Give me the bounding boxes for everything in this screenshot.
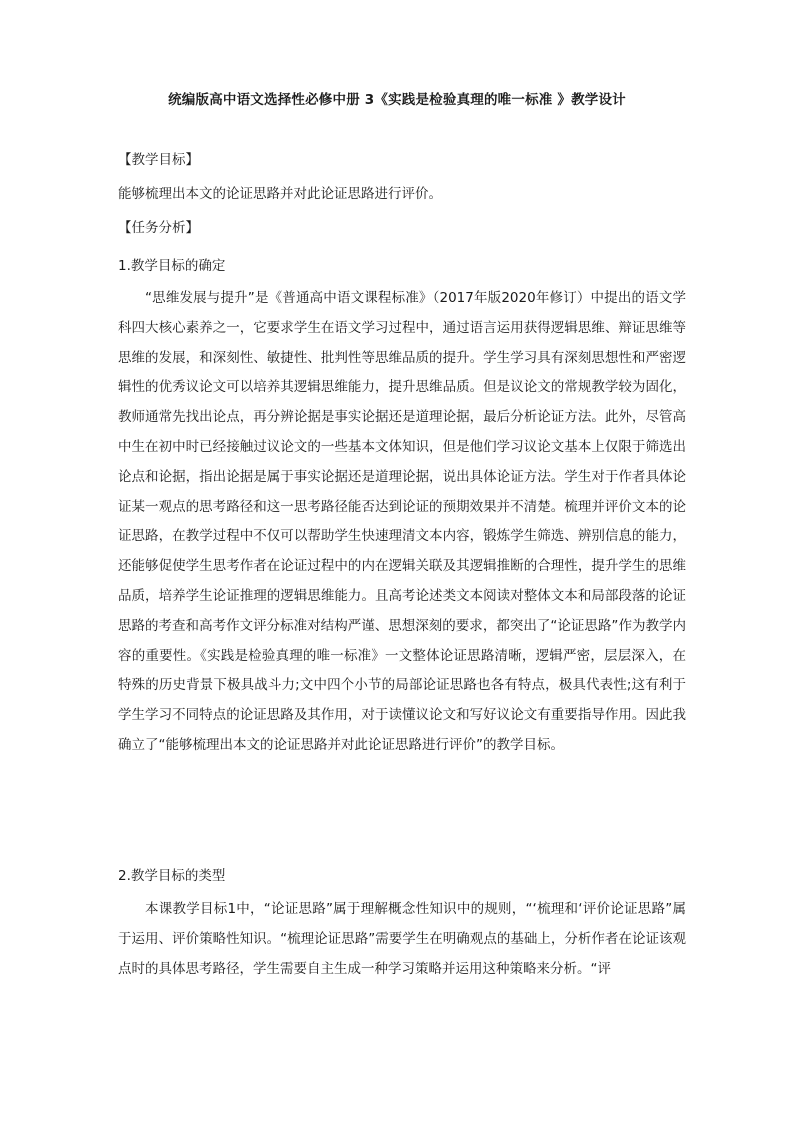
body-paragraph-2: 本课教学目标1中，“论证思路”属于理解概念性知识中的规则，“‘梳理和‘评价论证思路”属于运用、评价策略性知识。“梳理论证思路”需要学生在明确观点的基础上，分析作者在论证该观点时的具体思考路径，学生需要自主生成一种学习策略并运用这种策略来分析。“评 [118, 901, 686, 977]
objective-text: 能够梳理出本文的论证思路并对此论证思路进行评价。 [118, 186, 442, 202]
subheading-determination: 1.教学目标的确定 [118, 258, 226, 274]
subheading-types: 2.教学目标的类型 [118, 868, 226, 884]
section-heading-objectives: 【教学目标】 [118, 152, 199, 168]
document-title: 统编版高中语文选择性必修中册 3《实践是检验真理的唯一标准 》教学设计 [168, 92, 626, 108]
body-paragraph-1: “思维发展与提升”是《普通高中语文课程标准》（2017年版2020年修订）中提出的语文学科四大核心素养之一，它要求学生在语文学习过程中，通过语言运用获得逻辑思维、辩证思维等思维的发展，和深刻性、敏捷性、批判性等思维品质的提升。学生学习具有深刻思想性和严密逻辑性的优秀议论文可以培养其逻辑思维能力，提升思维品质。但是议论文的常规教学较为固化，教师通常先找出论点，再分辨论据是事实论据还是道理论据，最后分析论证方法。此外，尽管高中生在初中时已经接触过议论文的一些基本文体知识，但是他们学习议论文基本上仅限于筛选出论点和论据，指出论据是属于事实论据还是道理论据，说出具体论证方法。学生对于作者具体论证某一观点的思考路径和这一思考路径能否达到论证的预期效果并不清楚。梳理并评价文本的论证思路，在教学过程中不仅可以帮助学生快速理清文本内容，锻炼学生筛选、辨别信息的能力，还能够促使学生思考作者在论证过程中的内在逻辑关联及其逻辑推断的合理性，提升学生的思维品质，培养学生论证推理的逻辑思维能力。且高考论述类文本阅读对整体文本和局部段落的论证思路的考查和高考作文评分标准对结构严谨、思想深刻的要求，都突出了“论证思路”作为教学内容的重要性。《实践是检验真理的唯一标准》一文整体论证思路清晰，逻辑严密，层层深入，在特殊的历史背景下极具战斗力;文中四个小节的局部论证思路也各有特点，极具代表性;这有利于学生学习不同特点的论证思路及其作用，对于读懂议论文和写好议论文有重要指导作用。因此我确立了“能够梳理出本文的论证思路并对此论证思路进行评价”的教学目标。 [118, 290, 686, 753]
section-heading-analysis: 【任务分析】 [118, 220, 199, 236]
